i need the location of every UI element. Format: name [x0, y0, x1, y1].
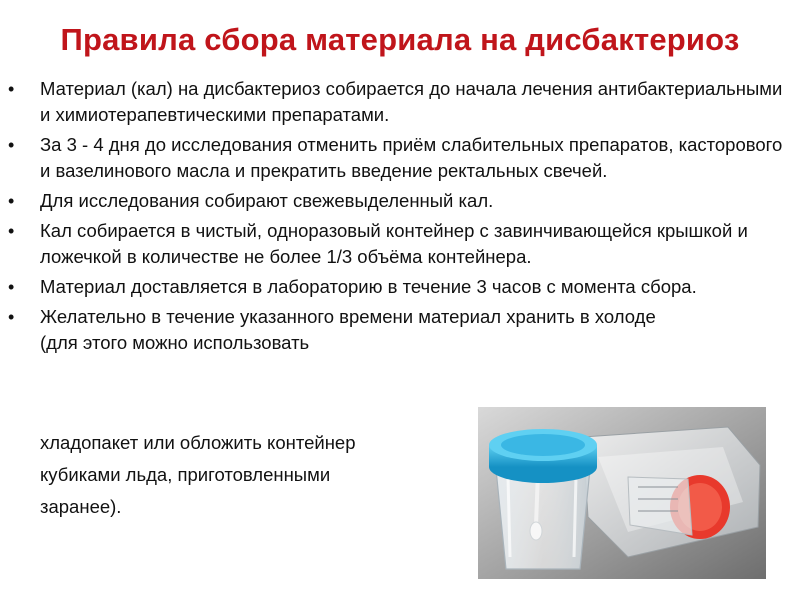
- bullet-icon: •: [8, 79, 15, 99]
- list-item-text-cont: заранее).: [40, 496, 122, 517]
- bullet-icon: •: [8, 221, 15, 241]
- list-item-text: За 3 - 4 дня до исследования отменить приём слабительных препаратов, касторового и вазелинового масла и прекратить введение ректальных свечей.: [40, 134, 783, 181]
- bullet-icon: •: [8, 307, 15, 327]
- bullet-icon: •: [8, 191, 15, 211]
- cup-shape: [489, 429, 597, 569]
- container-photo: [478, 407, 766, 579]
- list-item-text: Для исследования собирают свежевыделенный кал.: [40, 190, 494, 211]
- list-item-text-cont: хладопакет или обложить контейнер: [40, 432, 356, 453]
- list-item: [0, 304, 800, 356]
- list-item: [0, 218, 800, 270]
- bullet-icon: •: [8, 277, 15, 297]
- list-item-text: Материал (кал) на дисбактериоз собирается до начала лечения антибактериальными и химиотерапевтическими препаратами.: [40, 78, 783, 125]
- list-item-text: Материал доставляется в лабораторию в течение 3 часов с момента сбора.: [40, 276, 697, 297]
- list-item: [0, 132, 800, 184]
- list-item-text-cont: (для этого можно использовать: [40, 332, 310, 353]
- list-item-text: Желательно в течение указанного времени материал хранить в холоде: [40, 306, 656, 327]
- slide-title: Правила сбора материала на дисбактериоз: [60, 22, 740, 57]
- list-item-text: Кал собирается в чистый, одноразовый контейнер с завинчивающейся крышкой и ложечкой в количестве не более 1/3 объёма контейнера.: [40, 220, 748, 267]
- list-item: [0, 188, 800, 214]
- list-item: [0, 274, 800, 300]
- list-item: [0, 76, 800, 128]
- bullet-icon: •: [8, 135, 15, 155]
- list-item-text-cont: кубиками льда, приготовленными: [40, 464, 331, 485]
- rules-list: [0, 76, 800, 360]
